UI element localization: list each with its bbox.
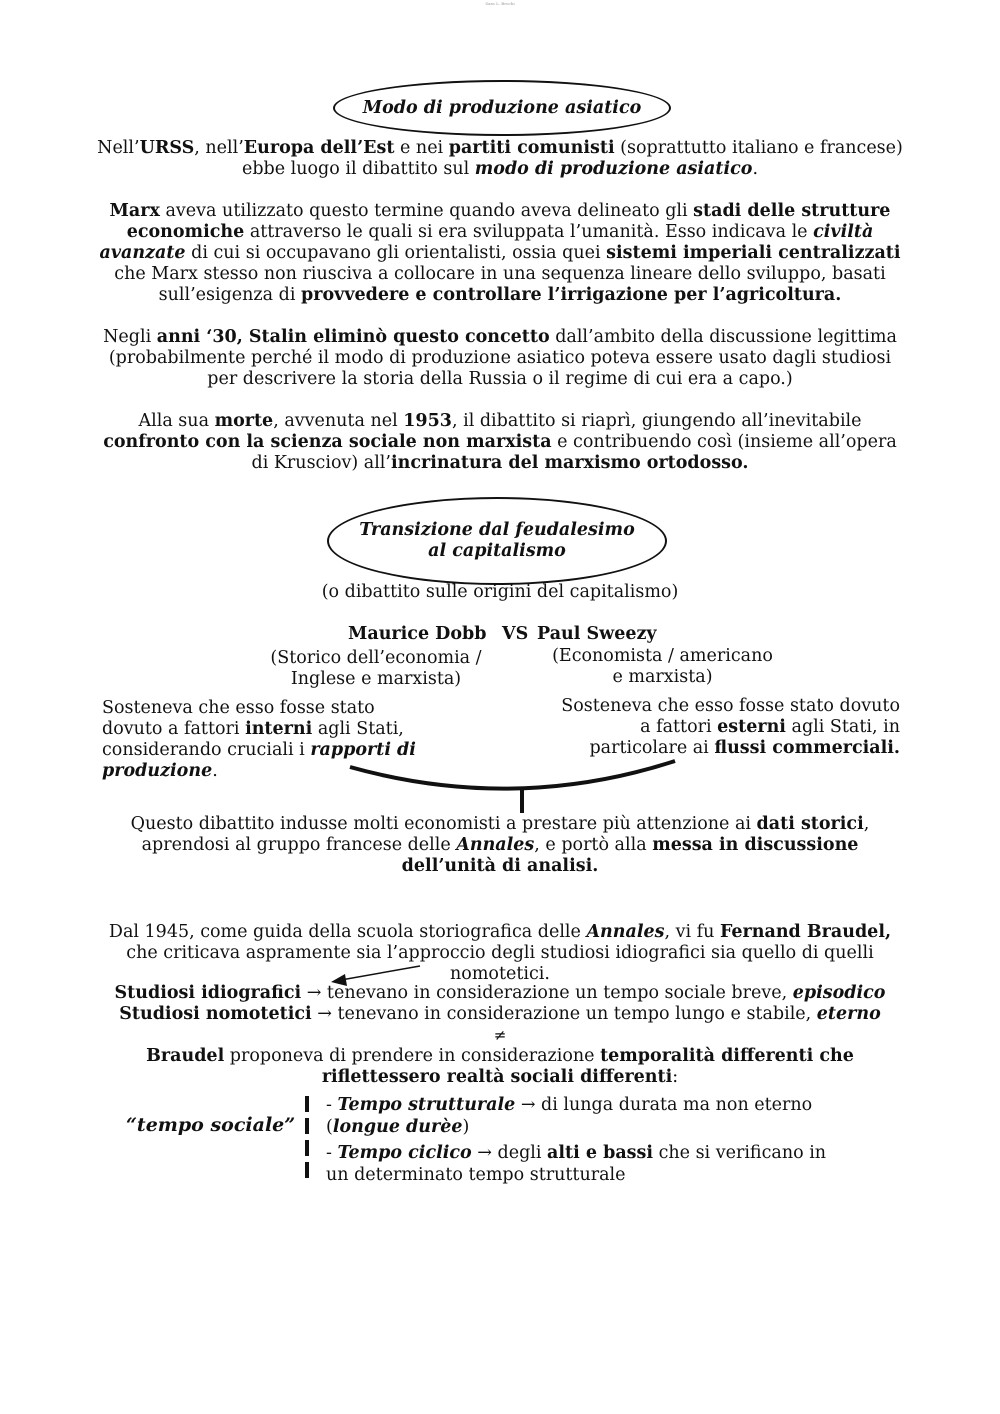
paragraph-braudel-intro: Dal 1945, come guida della scuola storiografica delle Annales, vi fu Fernand Braudel, che criticava aspramente sia l’approccio degli studiosi idiografici sia quello di quelli nomotetici. xyxy=(108,922,892,984)
section-title-line1: Transizione dal feudalesimo xyxy=(359,520,635,540)
paragraph-marx: Marx aveva utilizzato questo termine quando aveva delineato gli stadi delle strutture economiche attraverso le quali si era sviluppata l’umanità. Esso indicava le civiltà avanzate di cui si occupavano gli orientalisti, ossia quei sistemi imperiali centralizzati che Marx stesso non riusciva a collocare in una sequenza lineare dello sviluppo, basati sull’esigenza di provvedere e controllare l’irrigazione per l’agricoltura. xyxy=(99,201,901,305)
header-text: Sara L. Brochi xyxy=(485,1,515,6)
section-subtitle: (o dibattito sulle origini del capitalismo) xyxy=(321,582,679,602)
tempo-sociale-label: “tempo sociale” xyxy=(126,1114,296,1136)
right-argument: Sosteneva che esso fosse stato dovuto a fattori esterni agli Stati, in particolare ai flussi commerciali. xyxy=(561,696,900,758)
paragraph-braudel: Braudel proponeva di prendere in considerazione temporalità differenti che riflettessero realtà sociali differenti: xyxy=(146,1046,854,1087)
list-item-cyclic: - Tempo ciclico → degli alti e bassi che si verificano in un determinato tempo strutturale xyxy=(326,1143,827,1185)
paragraph-urss: Nell’URSS, nell’Europa dell’Est e nei partiti comunisti (soprattutto italiano e francese) ebbe luogo il dibattito sul modo di produzione asiatico. xyxy=(97,138,903,179)
paragraph-stalin: Negli anni ‘30, Stalin eliminò questo concetto dall’ambito della discussione legittima (probabilmente perché il modo di produzione asiatico poteva essere usato dagli studiosi per descrivere la storia della Russia o il regime di cui era a capo.) xyxy=(103,327,897,389)
idiographic-line: Studiosi idiografici → tenevano in considerazione un tempo sociale breve, episodico xyxy=(114,983,886,1003)
left-argument: Sosteneva che esso fosse stato dovuto a fattori interni agli Stati, considerando cruciali i rapporti di produzione. xyxy=(102,698,416,781)
paragraph-conclusion: Questo dibattito indusse molti economisti a prestare più attenzione ai dati storici, aprendosi al gruppo francese delle Annales, e portò alla messa in discussione dell’unità di analisi. xyxy=(130,814,870,876)
nomothetic-line: Studiosi nomotetici → tenevano in considerazione un tempo lungo e stabile, eterno xyxy=(119,1004,881,1024)
right-desc: (Economista / americano e marxista) xyxy=(552,646,773,687)
left-name: Maurice Dobb xyxy=(348,624,487,644)
brace-connector xyxy=(340,755,680,815)
section-title-line2: al capitalismo xyxy=(428,541,566,561)
section-title-ellipse xyxy=(333,80,671,136)
section-title-ellipse-2 xyxy=(327,497,667,585)
dashed-bracket xyxy=(300,1094,314,1186)
left-desc: (Storico dell’economia / Inglese e marxista) xyxy=(270,648,482,689)
paragraph-1953: Alla sua morte, avvenuta nel 1953, il dibattito si riaprì, giungendo all’inevitabile confronto con la scienza sociale non marxista e contribuendo così (insieme all’opera di Krusciov) all’incrinatura del marxismo ortodosso. xyxy=(103,411,897,473)
not-equal-sign: ≠ xyxy=(493,1026,507,1044)
vs-label: VS xyxy=(502,624,529,644)
list-item-structural: - Tempo strutturale → di lunga durata ma non eterno (longue durèe) xyxy=(326,1095,813,1137)
section-title: Modo di produzione asiatico xyxy=(362,97,642,118)
right-name: Paul Sweezy xyxy=(537,624,657,644)
